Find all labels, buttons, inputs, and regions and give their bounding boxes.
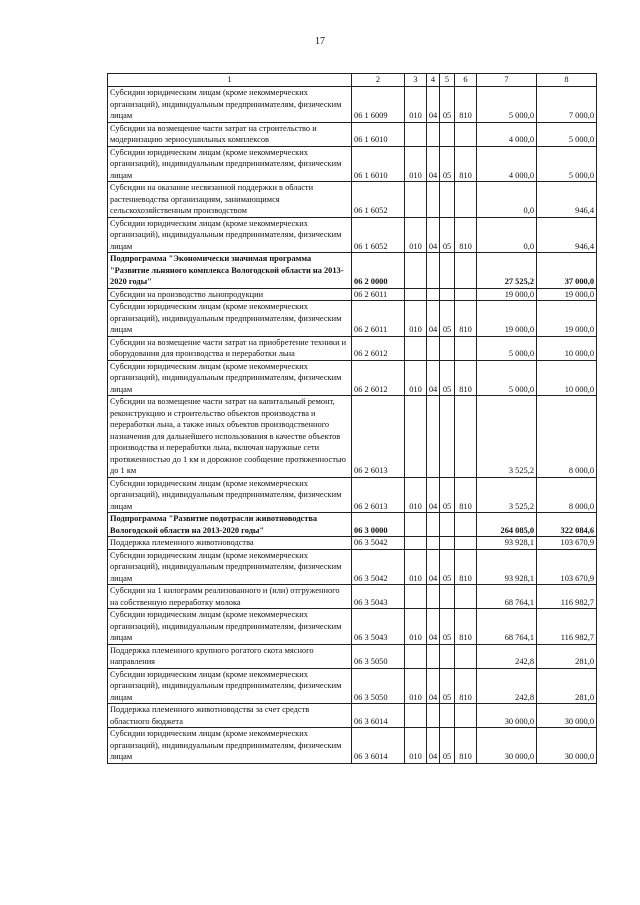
subsection-cell — [440, 336, 455, 360]
subsection-cell — [440, 253, 455, 289]
code-cell: 010 — [405, 668, 427, 704]
section-cell — [427, 182, 440, 218]
target-article-cell: 06 2 6011 — [352, 288, 405, 301]
expense-type-cell: 810 — [455, 477, 477, 513]
table-row — [108, 549, 597, 585]
amount-cell: 68 764,1 — [477, 609, 537, 645]
table-row — [108, 146, 597, 182]
expense-type-cell — [455, 537, 477, 550]
expense-type-cell — [455, 585, 477, 609]
target-article-cell: 06 3 5043 — [352, 609, 405, 645]
table-header-row — [108, 74, 597, 87]
code-cell: 010 — [405, 477, 427, 513]
subsection-cell — [440, 182, 455, 218]
code-cell: 010 — [405, 87, 427, 123]
table-row — [108, 336, 597, 360]
budget-table — [107, 73, 597, 764]
expense-type-cell: 810 — [455, 728, 477, 764]
amount-cell: 0,0 — [477, 217, 537, 253]
amount-cell: 5 000,0 — [537, 146, 597, 182]
target-article-cell: 06 2 6012 — [352, 336, 405, 360]
section-cell: 04 — [427, 549, 440, 585]
section-cell — [427, 122, 440, 146]
expense-type-cell — [455, 396, 477, 478]
subsection-cell: 05 — [440, 668, 455, 704]
target-article-cell: 06 3 0000 — [352, 513, 405, 537]
target-article-cell: 06 1 6009 — [352, 87, 405, 123]
table-row — [108, 728, 597, 764]
code-cell — [405, 253, 427, 289]
amount-cell: 3 525,2 — [477, 477, 537, 513]
code-cell — [405, 537, 427, 550]
table-row — [108, 122, 597, 146]
amount-cell: 19 000,0 — [477, 301, 537, 337]
expense-type-cell: 810 — [455, 549, 477, 585]
amount-cell: 19 000,0 — [537, 288, 597, 301]
amount-cell: 322 084,6 — [537, 513, 597, 537]
subsection-cell: 05 — [440, 477, 455, 513]
table-row — [108, 704, 597, 728]
item-name-cell: Субсидии юридическим лицам (кроме некоммерческих организаций), индивидуальным предпринимателям, физическим лицам — [108, 668, 352, 704]
section-cell: 04 — [427, 217, 440, 253]
subsection-cell: 05 — [440, 360, 455, 396]
amount-cell: 242,8 — [477, 644, 537, 668]
table-body — [108, 74, 597, 764]
section-cell: 04 — [427, 728, 440, 764]
expense-type-cell — [455, 122, 477, 146]
amount-cell: 93 928,1 — [477, 549, 537, 585]
section-cell: 04 — [427, 668, 440, 704]
table-row — [108, 609, 597, 645]
section-cell: 04 — [427, 301, 440, 337]
section-cell — [427, 585, 440, 609]
section-cell — [427, 644, 440, 668]
expense-type-cell: 810 — [455, 301, 477, 337]
expense-type-cell — [455, 336, 477, 360]
amount-cell: 116 982,7 — [537, 609, 597, 645]
item-name-cell: Субсидии юридическим лицам (кроме некоммерческих организаций), индивидуальным предпринимателям, физическим лицам — [108, 146, 352, 182]
table-row — [108, 537, 597, 550]
code-cell — [405, 122, 427, 146]
item-name-cell: Субсидии юридическим лицам (кроме некоммерческих организаций), индивидуальным предпринимателям, физическим лицам — [108, 301, 352, 337]
section-cell — [427, 396, 440, 478]
target-article-cell: 06 2 6011 — [352, 301, 405, 337]
section-cell — [427, 336, 440, 360]
item-name-cell: Субсидии юридическим лицам (кроме некоммерческих организаций), индивидуальным предпринимателям, физическим лицам — [108, 360, 352, 396]
item-name-cell: Субсидии на производство льнопродукции — [108, 288, 352, 301]
code-cell: 010 — [405, 146, 427, 182]
target-article-cell: 06 3 5042 — [352, 549, 405, 585]
amount-cell: 37 000,0 — [537, 253, 597, 289]
amount-cell: 242,8 — [477, 668, 537, 704]
table-row — [108, 253, 597, 289]
header-cell: 3 — [405, 74, 427, 87]
expense-type-cell — [455, 253, 477, 289]
header-cell: 7 — [477, 74, 537, 87]
item-name-cell: Субсидии юридическим лицам (кроме некоммерческих организаций), индивидуальным предпринимателям, физическим лицам — [108, 549, 352, 585]
item-name-cell: Субсидии на возмещение части затрат на приобретение техники и оборудования для производства и переработки льна — [108, 336, 352, 360]
item-name-cell: Субсидии юридическим лицам (кроме некоммерческих организаций), индивидуальным предпринимателям, физическим лицам — [108, 728, 352, 764]
amount-cell: 5 000,0 — [477, 336, 537, 360]
header-cell: 6 — [455, 74, 477, 87]
amount-cell: 27 525,2 — [477, 253, 537, 289]
table-row — [108, 477, 597, 513]
expense-type-cell: 810 — [455, 609, 477, 645]
table-row — [108, 585, 597, 609]
page-number: 17 — [315, 36, 325, 47]
item-name-cell: Субсидии на 1 килограмм реализованного и (или) отгруженного на собственную переработку молока — [108, 585, 352, 609]
item-name-cell: Поддержка племенного животноводства за счет средств областного бюджета — [108, 704, 352, 728]
code-cell — [405, 585, 427, 609]
section-cell — [427, 253, 440, 289]
target-article-cell: 06 3 5050 — [352, 668, 405, 704]
table-row — [108, 396, 597, 478]
amount-cell: 5 000,0 — [537, 122, 597, 146]
code-cell — [405, 644, 427, 668]
amount-cell: 30 000,0 — [537, 728, 597, 764]
amount-cell: 10 000,0 — [537, 360, 597, 396]
target-article-cell: 06 3 5043 — [352, 585, 405, 609]
subsection-cell: 05 — [440, 301, 455, 337]
amount-cell: 5 000,0 — [477, 87, 537, 123]
amount-cell: 103 670,9 — [537, 549, 597, 585]
amount-cell: 946,4 — [537, 182, 597, 218]
subsection-cell — [440, 585, 455, 609]
section-cell: 04 — [427, 477, 440, 513]
expense-type-cell — [455, 182, 477, 218]
amount-cell: 264 085,0 — [477, 513, 537, 537]
expense-type-cell — [455, 288, 477, 301]
table-row — [108, 668, 597, 704]
subsection-cell: 05 — [440, 549, 455, 585]
section-cell: 04 — [427, 609, 440, 645]
table-row — [108, 644, 597, 668]
subsection-cell — [440, 537, 455, 550]
code-cell: 010 — [405, 728, 427, 764]
expense-type-cell: 810 — [455, 360, 477, 396]
amount-cell: 19 000,0 — [537, 301, 597, 337]
item-name-cell: Субсидии юридическим лицам (кроме некоммерческих организаций), индивидуальным предпринимателям, физическим лицам — [108, 477, 352, 513]
table-row — [108, 182, 597, 218]
expense-type-cell — [455, 704, 477, 728]
item-name-cell: Подпрограмма "Экономически значимая программа "Развитие льняного комплекса Вологодской области на 2013-2020 годы" — [108, 253, 352, 289]
subsection-cell: 05 — [440, 217, 455, 253]
target-article-cell: 06 1 6052 — [352, 182, 405, 218]
subsection-cell — [440, 122, 455, 146]
table-row — [108, 217, 597, 253]
amount-cell: 30 000,0 — [477, 728, 537, 764]
target-article-cell: 06 3 5050 — [352, 644, 405, 668]
target-article-cell: 06 2 0000 — [352, 253, 405, 289]
section-cell: 04 — [427, 360, 440, 396]
amount-cell: 7 000,0 — [537, 87, 597, 123]
target-article-cell: 06 1 6010 — [352, 122, 405, 146]
section-cell — [427, 288, 440, 301]
amount-cell: 10 000,0 — [537, 336, 597, 360]
item-name-cell: Субсидии на возмещение части затрат на строительство и модернизацию зерносушильных комплексов — [108, 122, 352, 146]
subsection-cell — [440, 704, 455, 728]
amount-cell: 103 670,9 — [537, 537, 597, 550]
section-cell: 04 — [427, 146, 440, 182]
item-name-cell: Субсидии юридическим лицам (кроме некоммерческих организаций), индивидуальным предпринимателям, физическим лицам — [108, 217, 352, 253]
amount-cell: 116 982,7 — [537, 585, 597, 609]
amount-cell: 19 000,0 — [477, 288, 537, 301]
code-cell — [405, 336, 427, 360]
subsection-cell: 05 — [440, 728, 455, 764]
subsection-cell: 05 — [440, 87, 455, 123]
target-article-cell: 06 2 6013 — [352, 477, 405, 513]
subsection-cell: 05 — [440, 146, 455, 182]
code-cell: 010 — [405, 360, 427, 396]
subsection-cell — [440, 644, 455, 668]
item-name-cell: Подпрограмма "Развитие подотрасли животноводства Вологодской области на 2013-2020 годы" — [108, 513, 352, 537]
table-row — [108, 288, 597, 301]
amount-cell: 68 764,1 — [477, 585, 537, 609]
target-article-cell: 06 3 6014 — [352, 704, 405, 728]
amount-cell: 0,0 — [477, 182, 537, 218]
amount-cell: 30 000,0 — [537, 704, 597, 728]
amount-cell: 4 000,0 — [477, 146, 537, 182]
expense-type-cell: 810 — [455, 146, 477, 182]
subsection-cell — [440, 513, 455, 537]
expense-type-cell: 810 — [455, 217, 477, 253]
amount-cell: 8 000,0 — [537, 477, 597, 513]
target-article-cell: 06 2 6012 — [352, 360, 405, 396]
table-row — [108, 87, 597, 123]
target-article-cell: 06 1 6052 — [352, 217, 405, 253]
amount-cell: 281,0 — [537, 644, 597, 668]
table-row — [108, 513, 597, 537]
code-cell: 010 — [405, 549, 427, 585]
section-cell — [427, 513, 440, 537]
amount-cell: 281,0 — [537, 668, 597, 704]
expense-type-cell: 810 — [455, 87, 477, 123]
target-article-cell: 06 3 6014 — [352, 728, 405, 764]
expense-type-cell: 810 — [455, 668, 477, 704]
amount-cell: 8 000,0 — [537, 396, 597, 478]
header-cell: 5 — [440, 74, 455, 87]
amount-cell: 30 000,0 — [477, 704, 537, 728]
expense-type-cell — [455, 644, 477, 668]
subsection-cell: 05 — [440, 609, 455, 645]
code-cell — [405, 704, 427, 728]
target-article-cell: 06 1 6010 — [352, 146, 405, 182]
section-cell — [427, 537, 440, 550]
item-name-cell: Поддержка племенного животноводства — [108, 537, 352, 550]
code-cell: 010 — [405, 609, 427, 645]
target-article-cell: 06 2 6013 — [352, 396, 405, 478]
code-cell — [405, 396, 427, 478]
item-name-cell: Субсидии на возмещение части затрат на капитальный ремонт, реконструкцию и строительство объектов производства и переработки льна, а также иных объектов производственного назначения для дальнейшего использования в качестве объектов производства и переработки льна, включая наружные сети протяженностью до 1 км и дорожное сообщение протяженностью до 1 км — [108, 396, 352, 478]
item-name-cell: Субсидии юридическим лицам (кроме некоммерческих организаций), индивидуальным предпринимателям, физическим лицам — [108, 609, 352, 645]
item-name-cell: Поддержка племенного крупного рогатого скота мясного направления — [108, 644, 352, 668]
header-cell: 1 — [108, 74, 352, 87]
expense-type-cell — [455, 513, 477, 537]
header-cell: 8 — [537, 74, 597, 87]
amount-cell: 3 525,2 — [477, 396, 537, 478]
code-cell: 010 — [405, 217, 427, 253]
item-name-cell: Субсидии на оказание несвязанной поддержки в области растениеводства организациям, занимающимся сельскохозяйственным производством — [108, 182, 352, 218]
section-cell — [427, 704, 440, 728]
amount-cell: 93 928,1 — [477, 537, 537, 550]
table-row — [108, 360, 597, 396]
amount-cell: 946,4 — [537, 217, 597, 253]
subsection-cell — [440, 396, 455, 478]
code-cell — [405, 288, 427, 301]
header-cell: 2 — [352, 74, 405, 87]
table-row — [108, 301, 597, 337]
code-cell — [405, 182, 427, 218]
subsection-cell — [440, 288, 455, 301]
amount-cell: 5 000,0 — [477, 360, 537, 396]
section-cell: 04 — [427, 87, 440, 123]
header-cell: 4 — [427, 74, 440, 87]
item-name-cell: Субсидии юридическим лицам (кроме некоммерческих организаций), индивидуальным предпринимателям, физическим лицам — [108, 87, 352, 123]
target-article-cell: 06 3 5042 — [352, 537, 405, 550]
code-cell — [405, 513, 427, 537]
code-cell: 010 — [405, 301, 427, 337]
amount-cell: 4 000,0 — [477, 122, 537, 146]
